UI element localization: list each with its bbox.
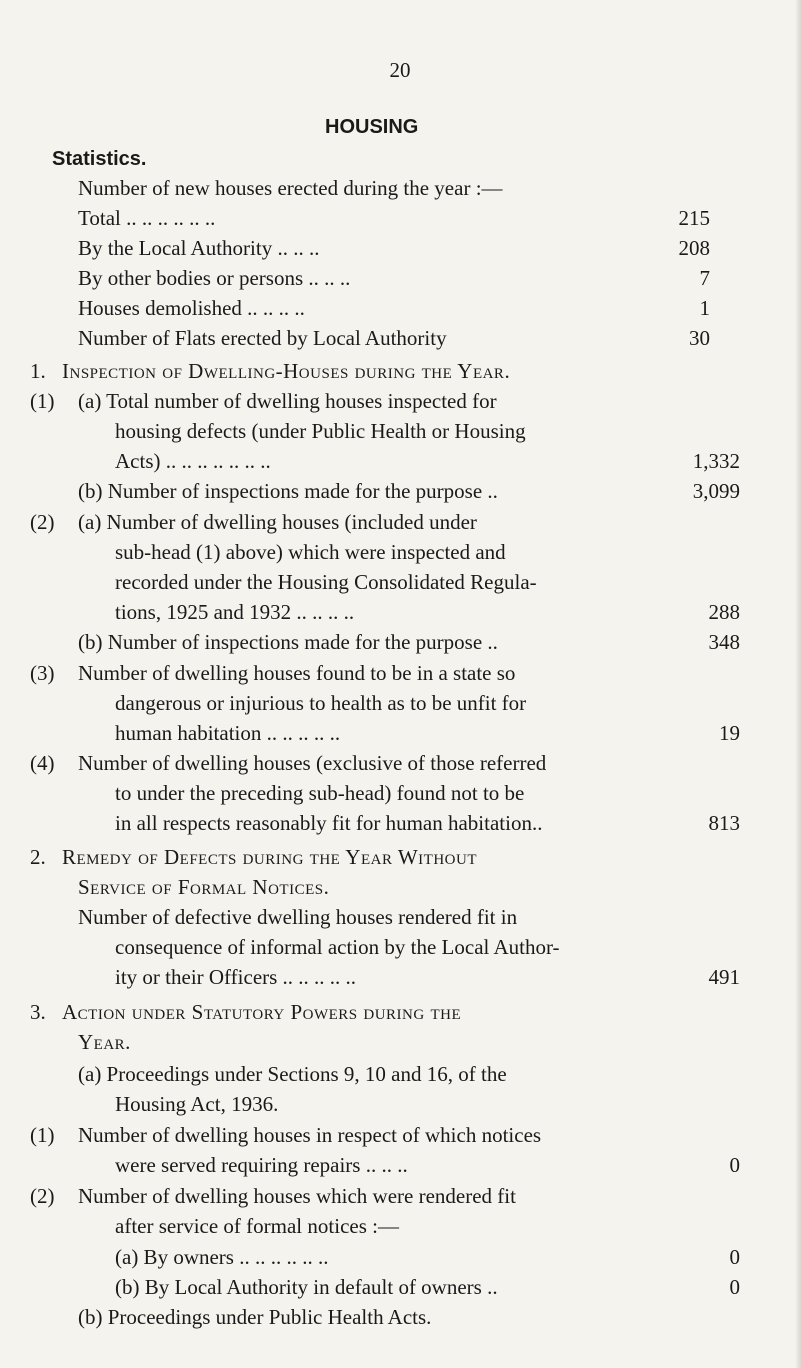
- item-text: ity or their Officers .. .. .. .. ..: [115, 965, 357, 989]
- item-text: to under the preceding sub-head) found not to be: [115, 781, 525, 805]
- stat-row-value: 30: [689, 326, 710, 350]
- item-text: human habitation .. .. .. .. ..: [115, 721, 341, 745]
- item-text: sub-head (1) above) which were inspected and: [115, 540, 506, 564]
- page-title: HOUSING: [325, 116, 419, 138]
- item-number: (2): [30, 1184, 55, 1208]
- item-text: Number of dwelling houses found to be in a state so: [78, 661, 516, 685]
- item-text: (a) Total number of dwelling houses inspected for: [78, 389, 497, 413]
- item-value: 0: [729, 1153, 740, 1177]
- item-value: 19: [719, 721, 740, 745]
- item-number: (3): [30, 661, 55, 685]
- item-text: Acts) .. .. .. .. .. .. ..: [115, 449, 271, 473]
- statistics-intro: Number of new houses erected during the year :—: [78, 176, 503, 200]
- item-number: (1): [30, 389, 55, 413]
- stat-row-value: 7: [699, 266, 710, 290]
- item-text: tions, 1925 and 1932 .. .. .. ..: [115, 600, 355, 624]
- item-value: 288: [708, 600, 740, 624]
- stat-row-label: By the Local Authority .. .. ..: [78, 236, 320, 260]
- item-text: recorded under the Housing Consolidated Regula-: [115, 570, 537, 594]
- section-title: Remedy of Defects during the Year Without: [62, 845, 477, 869]
- item-text: Number of defective dwelling houses rendered fit in: [78, 905, 518, 929]
- item-text: Number of dwelling houses which were rendered fit: [78, 1184, 516, 1208]
- item-number: (1): [30, 1123, 55, 1147]
- item-text: (a) Proceedings under Sections 9, 10 and 16, of the: [78, 1062, 507, 1086]
- stat-row-value: 208: [678, 236, 710, 260]
- item-text: were served requiring repairs .. .. ..: [115, 1153, 408, 1177]
- page-edge-shadow: [795, 0, 801, 1368]
- item-text: (b) Number of inspections made for the purpose ..: [78, 630, 498, 654]
- section-number: 2.: [30, 845, 46, 869]
- item-text: (b) By Local Authority in default of owners ..: [115, 1275, 498, 1299]
- stat-row-value: 1: [699, 296, 710, 320]
- stat-row-label: By other bodies or persons .. .. ..: [78, 266, 351, 290]
- item-value: 3,099: [692, 479, 740, 503]
- item-value: 1,332: [692, 449, 740, 473]
- item-value: 348: [708, 630, 740, 654]
- item-value: 0: [729, 1275, 740, 1299]
- section-title: Action under Statutory Powers during the: [62, 1000, 462, 1024]
- item-value: 491: [708, 965, 740, 989]
- item-text: (b) Number of inspections made for the purpose ..: [78, 479, 498, 503]
- item-value: 813: [708, 811, 740, 835]
- item-text: (a) Number of dwelling houses (included under: [78, 510, 477, 534]
- item-text: housing defects (under Public Health or Housing: [115, 419, 526, 443]
- section-number: 1.: [30, 359, 46, 383]
- item-number: (4): [30, 751, 55, 775]
- item-number: (2): [30, 510, 55, 534]
- section-title: Service of Formal Notices.: [78, 875, 330, 899]
- item-text: Housing Act, 1936.: [115, 1092, 279, 1116]
- item-text: Number of dwelling houses (exclusive of those referred: [78, 751, 547, 775]
- section-number: 3.: [30, 1000, 46, 1024]
- section-title: Inspection of Dwelling-Houses during the Year.: [62, 359, 511, 383]
- stat-row-label: Houses demolished .. .. .. ..: [78, 296, 305, 320]
- section-title: Year.: [78, 1030, 131, 1054]
- item-text: dangerous or injurious to health as to be unfit for: [115, 691, 527, 715]
- item-value: 0: [729, 1245, 740, 1269]
- item-text: Number of dwelling houses in respect of which notices: [78, 1123, 542, 1147]
- stat-row-value: 215: [678, 206, 710, 230]
- item-text: after service of formal notices :—: [115, 1214, 399, 1238]
- item-text: consequence of informal action by the Local Author-: [115, 935, 560, 959]
- stat-row-label: Total .. .. .. .. .. ..: [78, 206, 216, 230]
- page-number: 20: [389, 58, 411, 82]
- item-text: in all respects reasonably fit for human habitation..: [115, 811, 543, 835]
- statistics-heading: Statistics.: [52, 148, 147, 170]
- stat-row-label: Number of Flats erected by Local Authority: [78, 326, 447, 350]
- item-text: (b) Proceedings under Public Health Acts.: [78, 1305, 432, 1329]
- item-text: (a) By owners .. .. .. .. .. ..: [115, 1245, 329, 1269]
